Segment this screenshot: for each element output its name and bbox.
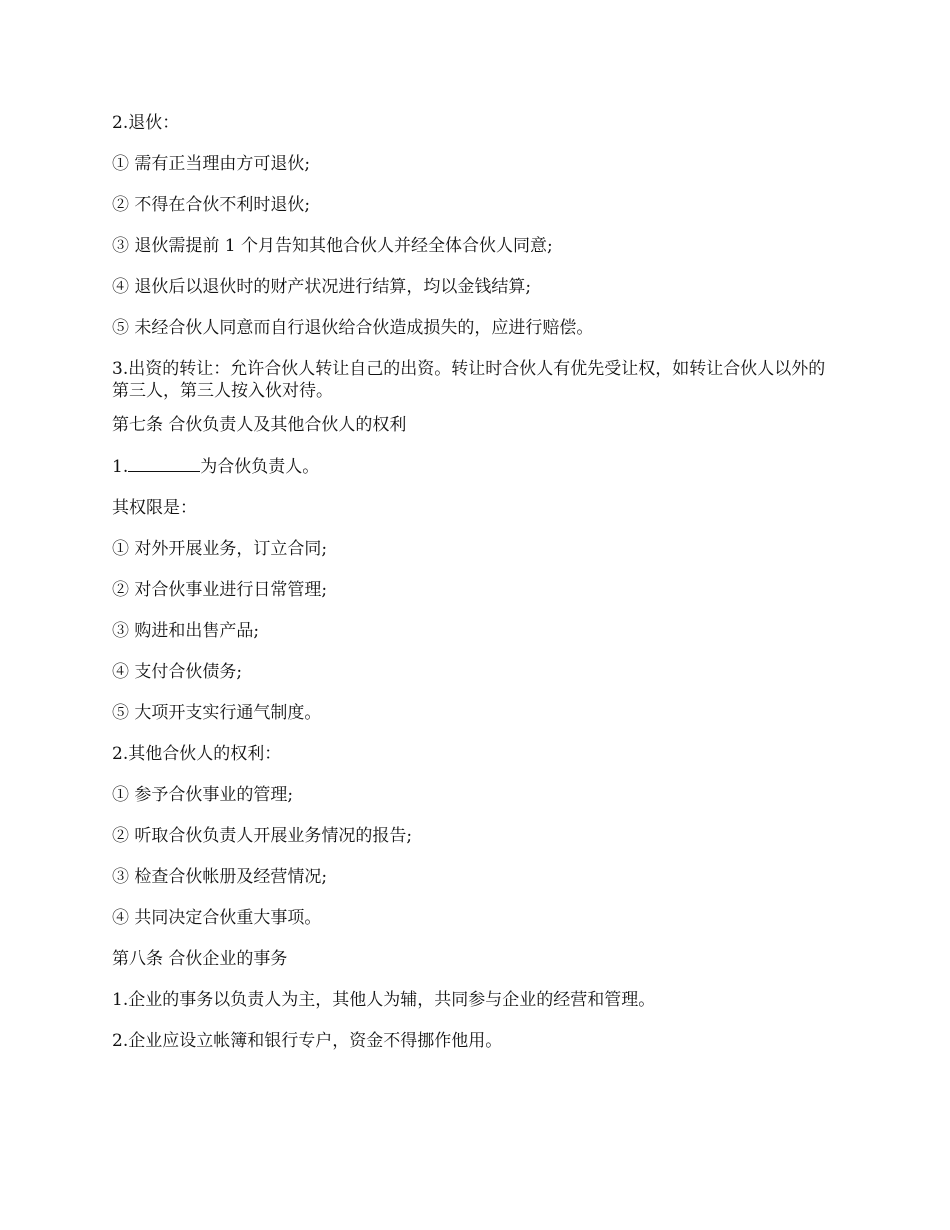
paragraph-authority-item-2: ② 对合伙事业进行日常管理; bbox=[112, 580, 328, 600]
paragraph-authority-item-1: ① 对外开展业务，订立合同; bbox=[112, 539, 328, 559]
paragraph-authority-item-4: ④ 支付合伙债务; bbox=[112, 662, 243, 682]
paragraph-withdrawal-item-4: ④ 退伙后以退伙时的财产状况进行结算，均以金钱结算; bbox=[112, 277, 532, 297]
paragraph-withdrawal-item-3: ③ 退伙需提前 1 个月告知其他合伙人并经全体合伙人同意; bbox=[112, 236, 553, 256]
paragraph-other-rights-item-4: ④ 共同决定合伙重大事项。 bbox=[112, 908, 322, 928]
paragraph-other-rights-item-1: ① 参予合伙事业的管理; bbox=[112, 785, 294, 805]
article-seven-heading: 第七条 合伙负责人及其他合伙人的权利 bbox=[112, 415, 407, 435]
responsible-prefix: 1. bbox=[112, 457, 129, 477]
paragraph-other-rights-item-3: ③ 检查合伙帐册及经营情况; bbox=[112, 867, 328, 887]
paragraph-withdrawal-heading: 2.退伙： bbox=[112, 113, 180, 133]
responsible-suffix: 为合伙负责人。 bbox=[200, 457, 320, 477]
paragraph-other-rights-item-2: ② 听取合伙负责人开展业务情况的报告; bbox=[112, 826, 413, 846]
paragraph-responsible-person bbox=[112, 455, 842, 478]
paragraph-affairs-2: 2.企业应设立帐簿和银行专户，资金不得挪作他用。 bbox=[112, 1031, 503, 1051]
paragraph-affairs-1: 1.企业的事务以负责人为主，其他人为辅，共同参与企业的经营和管理。 bbox=[112, 990, 656, 1010]
paragraph-authority-item-5: ⑤ 大项开支实行通气制度。 bbox=[112, 703, 322, 723]
article-eight-heading: 第八条 合伙企业的事务 bbox=[112, 949, 288, 969]
paragraph-authority-item-3: ③ 购进和出售产品; bbox=[112, 621, 260, 641]
paragraph-withdrawal-item-5: ⑤ 未经合伙人同意而自行退伙给合伙造成损失的，应进行赔偿。 bbox=[112, 318, 594, 338]
paragraph-capital-transfer: 3.出资的转让：允许合伙人转让自己的出资。转让时合伙人有优先受让权，如转让合伙人以外的第三人，第三人按入伙对待。 bbox=[112, 359, 826, 401]
document-page bbox=[112, 112, 842, 1071]
paragraph-withdrawal-item-2: ② 不得在合伙不利时退伙; bbox=[112, 195, 311, 215]
paragraph-withdrawal-item-1: ① 需有正当理由方可退伙; bbox=[112, 154, 311, 174]
paragraph-authority-heading: 其权限是： bbox=[112, 498, 197, 518]
responsible-name-blank bbox=[128, 455, 200, 472]
paragraph-other-rights-heading: 2.其他合伙人的权利： bbox=[112, 744, 282, 764]
